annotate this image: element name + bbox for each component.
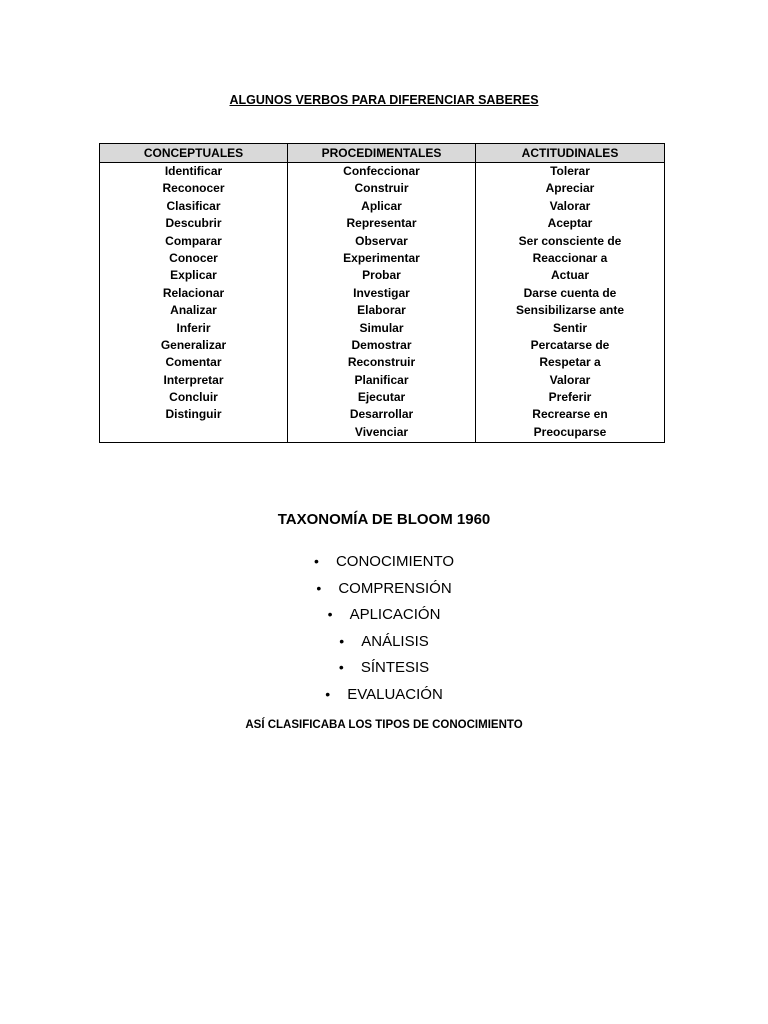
table-cell: Reconstruir <box>347 355 416 370</box>
table-cell: Reconocer <box>162 181 225 196</box>
header-conceptuales: CONCEPTUALES <box>100 144 288 163</box>
table-cell: Probar <box>362 268 401 283</box>
list-item <box>0 548 768 575</box>
table-cell: Comentar <box>165 355 222 370</box>
header-procedimentales: PROCEDIMENTALES <box>288 144 476 163</box>
table-cell: Ejecutar <box>357 390 406 405</box>
table-cell: Inferir <box>176 320 211 335</box>
table-cell: Explicar <box>170 268 217 283</box>
table-cell: Actuar <box>550 268 589 283</box>
table-cell: Distinguir <box>165 407 222 422</box>
table-cell: Simular <box>359 320 404 335</box>
list-item-label: APLICACIÓN <box>349 606 441 623</box>
table-cell: Demostrar <box>351 337 412 352</box>
table-cell: Clasificar <box>166 198 221 213</box>
table-cell: Respetar a <box>539 355 601 370</box>
table-cell: Desarrollar <box>349 407 414 422</box>
table-cell: Relacionar <box>162 285 225 300</box>
table-cell: Interpretar <box>163 372 224 387</box>
table-cell: Tolerar <box>550 164 590 178</box>
table-cell: Observar <box>355 233 408 248</box>
header-actitudinales: ACTITUDINALES <box>476 144 665 163</box>
table-cell: Analizar <box>170 303 217 318</box>
table-cell: Investigar <box>353 285 410 300</box>
bloom-caption: ASÍ CLASIFICABA LOS TIPOS DE CONOCIMIENTO <box>245 719 523 731</box>
table-cell: Representar <box>346 216 417 231</box>
verbs-table <box>99 143 665 443</box>
table-cell: Construir <box>354 181 409 196</box>
list-item-label: COMPRENSIÓN <box>338 579 452 597</box>
table-cell: Elaborar <box>357 303 406 318</box>
bullet-icon: • <box>327 606 333 622</box>
table-cell: Preocuparse <box>533 424 607 439</box>
bullet-icon: • <box>325 685 331 702</box>
list-item-label: ANÁLISIS <box>361 632 429 650</box>
table-cell: Aceptar <box>547 216 593 231</box>
table-cell: Identificar <box>164 164 223 178</box>
list-item <box>0 628 768 655</box>
table-cell: Planificar <box>354 372 409 387</box>
table-cell: Preferir <box>548 390 592 405</box>
table-cell: Valorar <box>549 372 591 387</box>
bloom-title: TAXONOMÍA DE BLOOM 1960 <box>277 511 491 528</box>
list-item-label: SÍNTESIS <box>360 659 430 676</box>
table-cell: Reaccionar a <box>532 250 608 265</box>
table-cell: Percatarse de <box>530 337 610 352</box>
bullet-icon: • <box>338 659 344 675</box>
bullet-icon: • <box>339 632 345 649</box>
table-cell: Apreciar <box>545 181 595 196</box>
column-procedimentales <box>288 163 476 443</box>
table-cell: Confeccionar <box>343 164 420 178</box>
list-item <box>0 681 768 708</box>
table-cell: Comparar <box>165 233 222 248</box>
table-cell: Sentir <box>552 320 587 335</box>
table-cell: Experimentar <box>343 250 420 265</box>
table-cell: Generalizar <box>160 337 227 352</box>
bloom-list <box>0 548 768 707</box>
table-cell: Ser consciente de <box>518 233 622 248</box>
bullet-icon: • <box>316 579 322 596</box>
column-conceptuales <box>100 163 288 443</box>
table-cell: Concluir <box>169 390 218 405</box>
list-item-label: CONOCIMIENTO <box>335 553 455 570</box>
table-cell: Sensibilizarse ante <box>515 303 625 318</box>
table-cell: Recrearse en <box>532 407 608 422</box>
table-cell: Vivenciar <box>354 424 409 439</box>
column-actitudinales <box>476 163 665 443</box>
list-item <box>0 575 768 602</box>
bullet-icon: • <box>313 553 319 569</box>
table-cell: Darse cuenta de <box>523 285 617 300</box>
table-cell: Conocer <box>169 250 218 265</box>
page-heading: ALGUNOS VERBOS PARA DIFERENCIAR SABERES <box>229 93 539 107</box>
list-item-label: EVALUACIÓN <box>347 685 443 703</box>
table-cell: Valorar <box>549 198 591 213</box>
list-item <box>0 601 768 628</box>
table-cell: Descubrir <box>165 216 222 231</box>
list-item <box>0 654 768 681</box>
table-cell: Aplicar <box>361 198 402 213</box>
